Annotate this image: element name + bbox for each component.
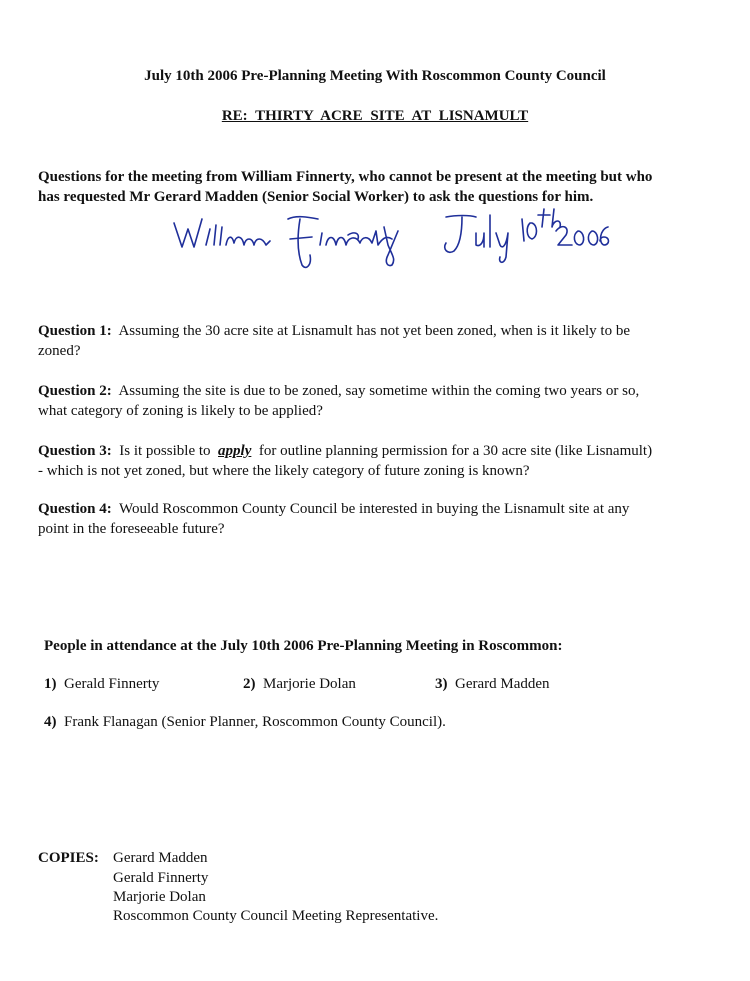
attendee-3-number: 3) [435, 676, 448, 692]
intro-line-1: Questions for the meeting from William Finnerty, who cannot be present at the meeting but who [38, 169, 653, 185]
question-3-text-post: for outline planning permission for a 30 acre site (like Lisnamult) [258, 443, 653, 459]
question-3-line-1 [38, 441, 718, 461]
question-1-label: Question 1: [38, 323, 112, 339]
question-4 [38, 499, 718, 539]
handwritten-signature [170, 205, 610, 275]
question-3-line-2: - which is not yet zoned, but where the likely category of future zoning is known? [38, 463, 530, 479]
question-3-emphasis: apply [218, 443, 252, 459]
attendee-3-name: Gerard Madden [455, 676, 550, 692]
copies-label: COPIES: [38, 850, 99, 866]
attendee-1 [44, 676, 159, 693]
subject-text: RE: THIRTY ACRE SITE AT LISNAMULT [221, 108, 529, 124]
attendee-4 [44, 714, 446, 731]
question-2-line-1 [38, 381, 718, 401]
question-1-text: Assuming the 30 acre site at Lisnamult has not yet been zoned, when is it likely to be [118, 323, 631, 339]
question-2-line-2: what category of zoning is likely to be applied? [38, 403, 323, 419]
intro-line-2: has requested Mr Gerard Madden (Senior Social Worker) to ask the questions for him. [38, 189, 594, 205]
question-4-text: Would Roscommon County Council be interested in buying the Lisnamult site at any [119, 501, 630, 517]
question-3-text-pre: Is it possible to [119, 443, 211, 459]
attendee-2-name: Marjorie Dolan [263, 676, 356, 692]
subject-line [0, 108, 750, 125]
document-title: July 10th 2006 Pre-Planning Meeting With Roscommon County Council [144, 68, 606, 84]
attendee-2-number: 2) [243, 676, 256, 692]
question-1-line-2: zoned? [38, 343, 81, 359]
question-1-line-1 [38, 321, 718, 341]
attendee-1-number: 1) [44, 676, 57, 692]
attendee-2 [243, 676, 356, 693]
question-4-line-1 [38, 499, 718, 519]
question-2-label: Question 2: [38, 383, 112, 399]
attendee-1-name: Gerald Finnerty [64, 676, 160, 692]
question-1 [38, 321, 718, 361]
copy-recipient-1: Gerard Madden [113, 850, 208, 866]
question-3-label: Question 3: [38, 443, 112, 459]
question-2-text: Assuming the site is due to be zoned, say sometime within the coming two years or so, [118, 383, 640, 399]
question-2 [38, 381, 718, 421]
question-4-line-2: point in the foreseeable future? [38, 521, 225, 537]
question-3 [38, 441, 718, 481]
attendee-3 [435, 676, 550, 693]
attendee-4-name: Frank Flanagan (Senior Planner, Roscommon County Council). [64, 714, 446, 730]
attendance-heading: People in attendance at the July 10th 2006 Pre-Planning Meeting in Roscommon: [44, 638, 563, 654]
copy-recipient-4: Roscommon County Council Meeting Representative. [113, 908, 439, 924]
copy-recipient-3: Marjorie Dolan [113, 889, 206, 905]
question-4-label: Question 4: [38, 501, 112, 517]
attendee-4-number: 4) [44, 714, 57, 730]
copy-recipient-2: Gerald Finnerty [113, 870, 209, 886]
